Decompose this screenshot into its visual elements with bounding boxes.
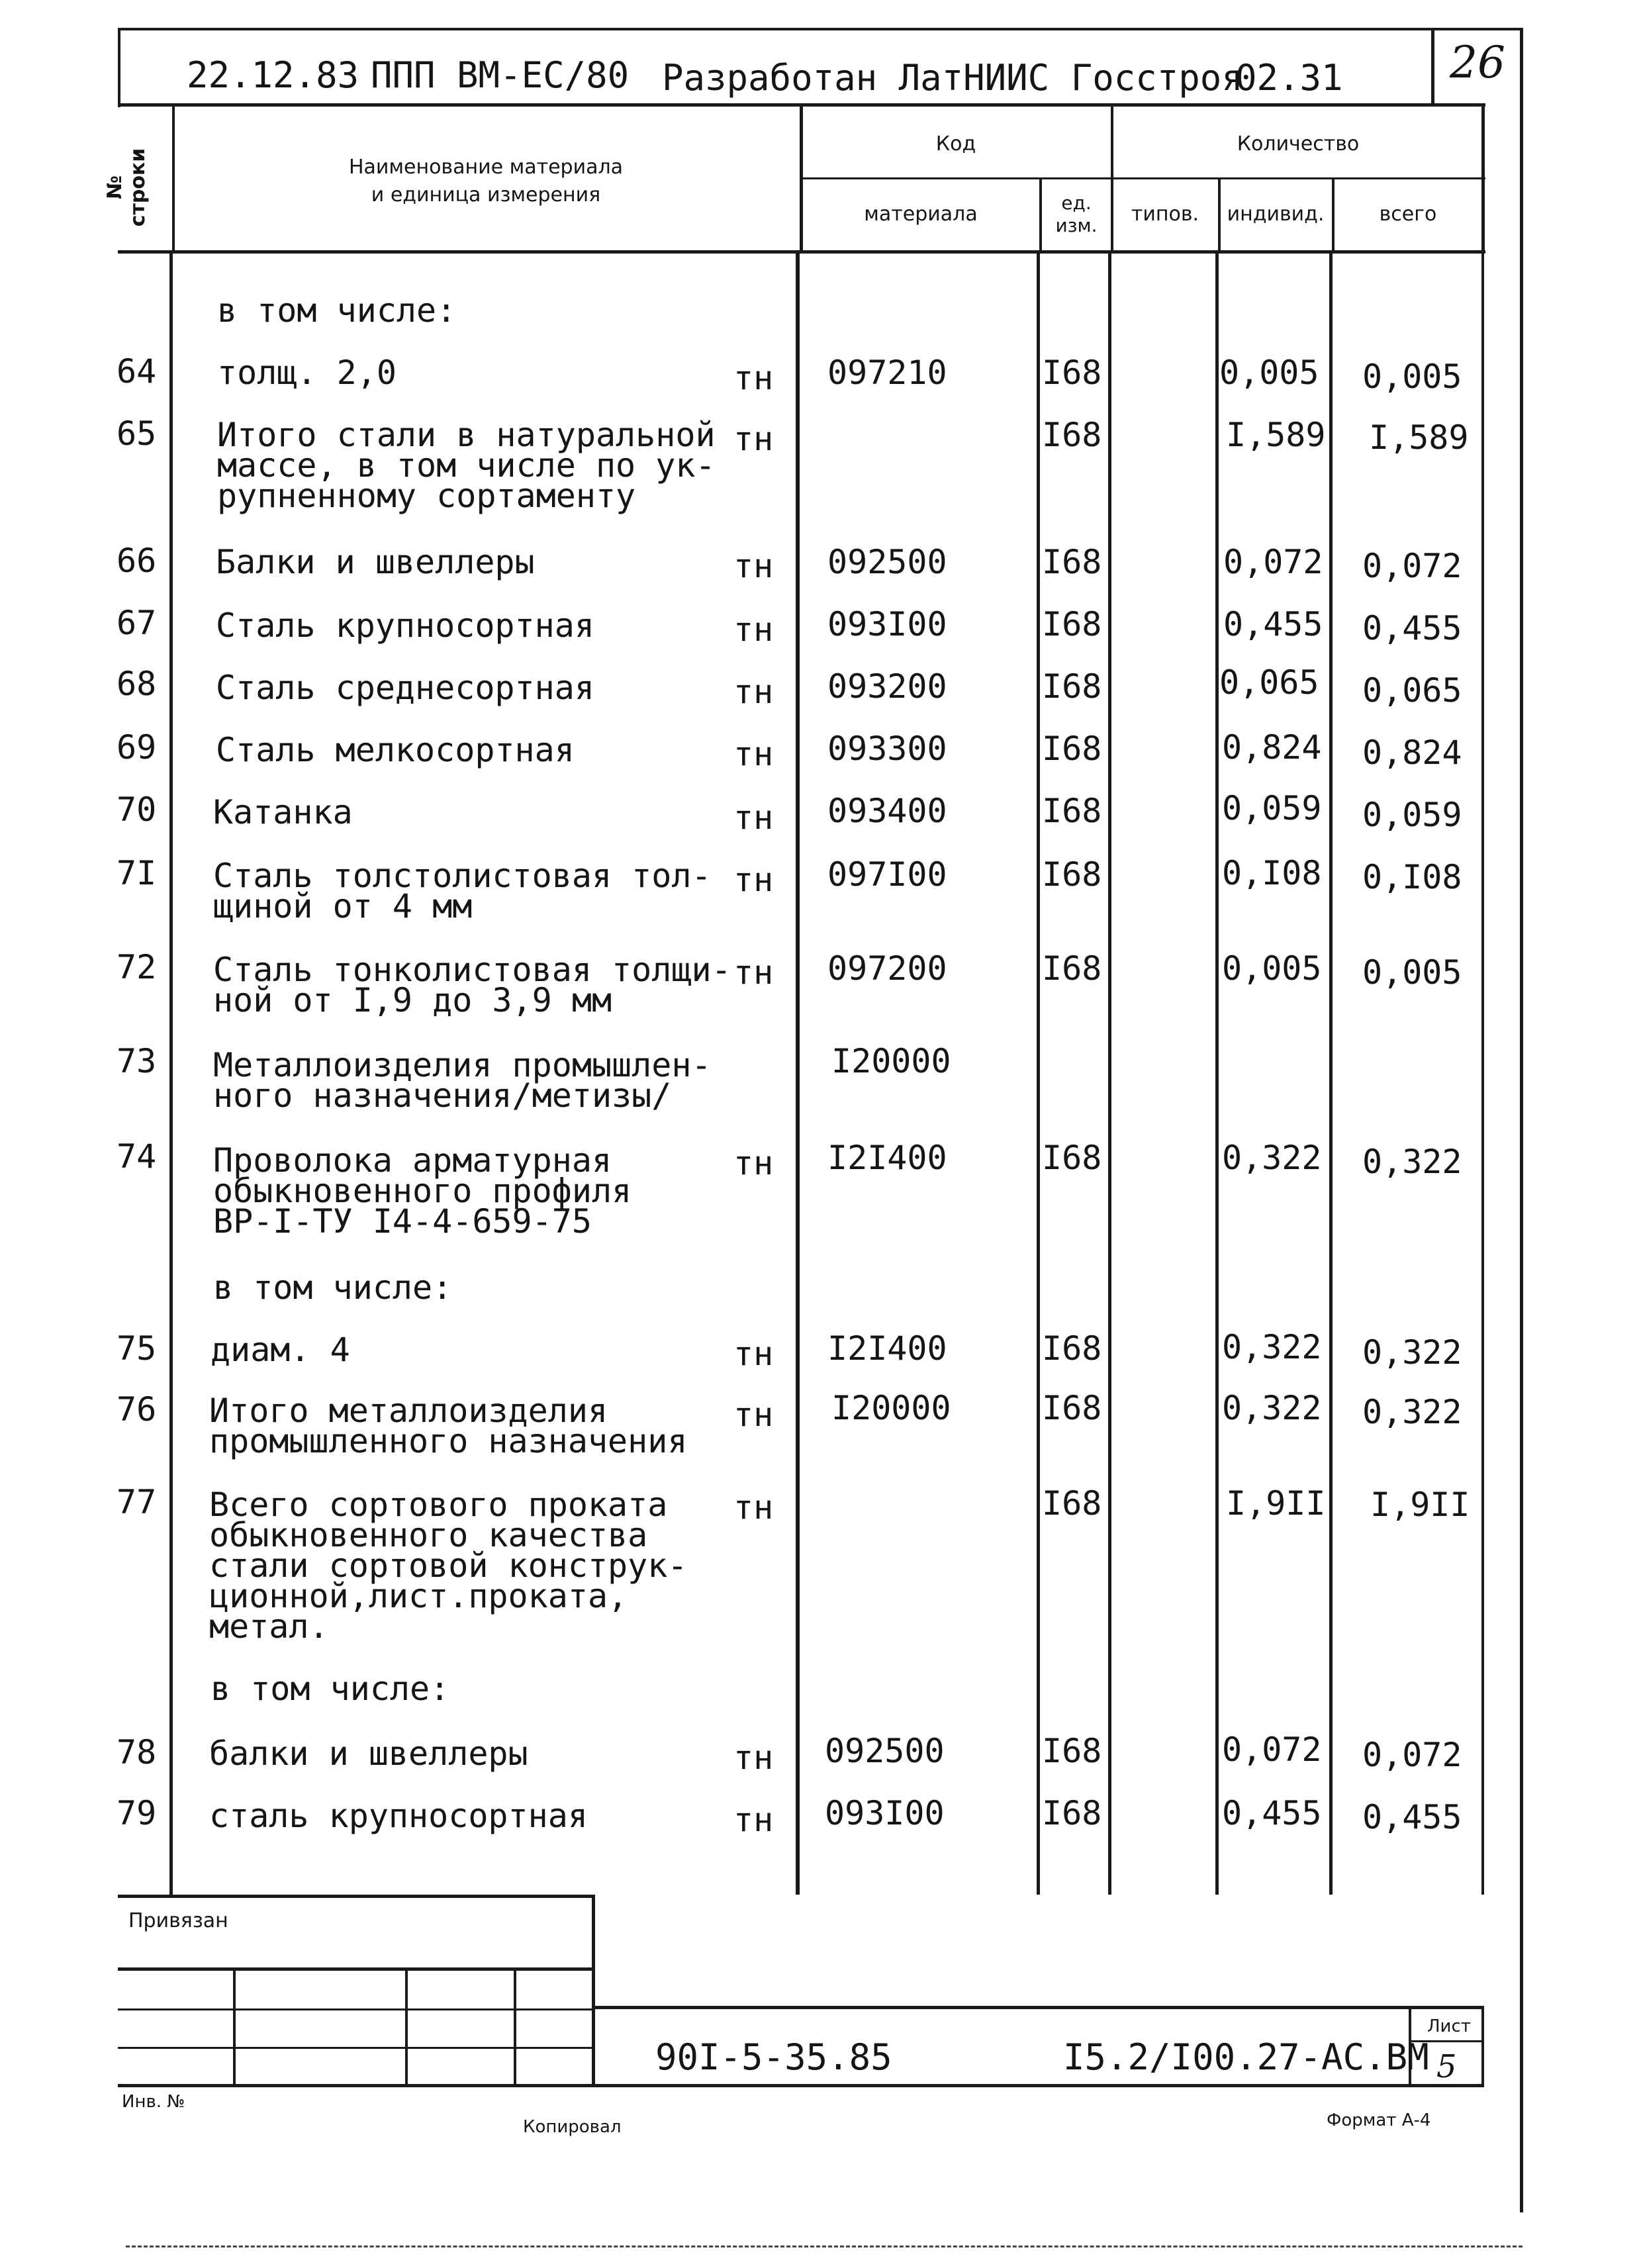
- header-program-code: ППП ВМ-ЕС/80: [371, 54, 630, 96]
- material-name: в том числе:: [217, 291, 457, 330]
- header-qty-total: всего: [1379, 203, 1437, 226]
- unit-code: I68: [1042, 416, 1102, 454]
- header-material-name: Наименование материала и единица измерения: [348, 156, 624, 207]
- page-number: 26: [1450, 37, 1505, 88]
- row-number: 66: [117, 542, 157, 580]
- stamp-cell-line-2: [405, 1967, 408, 2087]
- stamp-cell-line-3: [514, 1967, 516, 2087]
- qty-individual: 0,005: [1219, 354, 1319, 392]
- material-name: в том числе:: [211, 1670, 450, 1708]
- material-code: I2I400: [827, 1329, 947, 1368]
- header-date: 22.12.83: [187, 54, 359, 96]
- material-code: 093400: [827, 792, 947, 830]
- col-sep-qty: [1111, 103, 1113, 253]
- stamp-top-line: [118, 1895, 594, 1898]
- material-name: Катанка: [213, 793, 353, 831]
- project-number: 90I-5-35.85: [655, 2036, 892, 2078]
- material-name: Итого стали в натуральной массе, в том числе по ук- рупненному сортаменту: [217, 416, 716, 515]
- row-number: 68: [117, 665, 157, 703]
- qty-individual: 0,322: [1222, 1328, 1322, 1366]
- material-name: Сталь мелкосортная: [216, 731, 575, 769]
- material-name: Сталь крупносортная: [216, 606, 594, 645]
- material-name: сталь крупносортная: [209, 1797, 588, 1835]
- unit: тн: [733, 673, 774, 711]
- unit-code: I68: [1042, 667, 1102, 706]
- stamp-row-line-2: [118, 2047, 594, 2049]
- row-number: 70: [117, 790, 157, 829]
- qty-individual: 0,005: [1222, 949, 1322, 988]
- unit: тн: [733, 735, 774, 773]
- format-label: Формат А-4: [1327, 2110, 1431, 2130]
- unit: тн: [733, 359, 774, 397]
- material-name: Металлоизделия промышлен- ного назначения/метизы/: [213, 1046, 712, 1115]
- qty-total: I,589: [1369, 418, 1469, 457]
- row-number: 76: [117, 1390, 157, 1429]
- material-code: I20000: [831, 1042, 951, 1080]
- frame-left-line: [118, 28, 120, 107]
- row-number: 75: [117, 1329, 157, 1368]
- unit-code: I68: [1042, 1329, 1102, 1368]
- row-number: 77: [117, 1483, 157, 1521]
- qty-total: 0,I08: [1362, 858, 1462, 896]
- unit-code: I68: [1042, 949, 1102, 988]
- material-code: I2I400: [827, 1139, 947, 1177]
- frame-right-line: [1520, 28, 1523, 2212]
- row-number: 78: [117, 1733, 157, 1772]
- qty-total: 0,059: [1362, 796, 1462, 834]
- unit-code: I68: [1042, 1794, 1102, 1832]
- qty-total: I,9II: [1370, 1486, 1470, 1524]
- stamp-mid-line: [118, 1967, 594, 1971]
- material-code: 097200: [827, 949, 947, 988]
- stamp-cell-line-1: [233, 1967, 236, 2087]
- header-code-material: материала: [864, 203, 978, 226]
- row-number: 64: [117, 352, 157, 391]
- unit: тн: [733, 1801, 774, 1839]
- qty-total: 0,824: [1362, 733, 1462, 772]
- material-name: Сталь толстолистовая тол- щиной от 4 мм: [213, 857, 712, 925]
- stamp-right-vline: [1481, 2006, 1484, 2087]
- qty-total: 0,322: [1362, 1333, 1462, 1372]
- material-code: 092500: [827, 543, 947, 581]
- unit-code: I68: [1042, 1732, 1102, 1770]
- row-number: 73: [117, 1042, 157, 1080]
- material-name: Сталь тонколистовая толщи- ной от I,9 до 3,9 мм: [213, 951, 731, 1019]
- body-sep-unitcode: [1037, 253, 1040, 1895]
- material-name: Проволока арматурная обыкновенного профиля ВР-I-ТУ I4-4-659-75: [213, 1141, 632, 1241]
- material-code: 097210: [827, 354, 947, 392]
- material-name: в том числе:: [213, 1268, 453, 1307]
- header-developer: Разработан ЛатНИИС Госстроя: [662, 57, 1243, 99]
- row-number: 65: [117, 414, 157, 453]
- qty-individual: 0,072: [1223, 543, 1323, 581]
- material-name: толщ. 2,0: [217, 354, 397, 392]
- qty-individual: 0,059: [1222, 789, 1322, 827]
- unit-code: I68: [1042, 855, 1102, 894]
- stamp-bottom-line: [118, 2084, 1484, 2087]
- unit: тн: [733, 610, 774, 649]
- sheet-number: 5: [1436, 2048, 1457, 2085]
- unit: тн: [733, 861, 774, 899]
- body-right-border: [1481, 253, 1484, 1895]
- qty-total: 0,322: [1362, 1393, 1462, 1431]
- material-code: 093300: [827, 730, 947, 768]
- unit-code: I68: [1042, 1139, 1102, 1177]
- material-name: Итого металлоизделия промышленного назначения: [209, 1392, 688, 1460]
- qty-total: 0,065: [1362, 671, 1462, 710]
- material-code: 092500: [825, 1732, 945, 1770]
- qty-total: 0,455: [1362, 609, 1462, 647]
- material-name: Всего сортового проката обыкновенного качества стали сортовой конструк- ционной,лист.проката, метал.: [209, 1486, 688, 1646]
- qty-individual: 0,072: [1222, 1730, 1322, 1769]
- qty-total: 0,072: [1362, 1736, 1462, 1774]
- copied-label: Копировал: [523, 2117, 622, 2137]
- qty-individual: 0,824: [1222, 728, 1322, 767]
- unit: тн: [733, 1395, 774, 1434]
- unit: тн: [733, 953, 774, 992]
- qty-individual: 0,065: [1219, 663, 1319, 702]
- bound-label: Привязан: [128, 1909, 228, 1932]
- qty-individual: I,9II: [1226, 1484, 1326, 1523]
- stamp-title-top-line: [592, 2006, 1484, 2009]
- frame-top-line: [118, 28, 1523, 30]
- material-code: I20000: [831, 1389, 951, 1427]
- qty-total: 0,322: [1362, 1143, 1462, 1181]
- unit: тн: [733, 1144, 774, 1182]
- stamp-left-vline: [592, 1895, 595, 2087]
- qty-individual: 0,455: [1222, 1794, 1322, 1832]
- header-qty-individual: индивид.: [1227, 203, 1325, 226]
- material-code: 097I00: [827, 855, 947, 894]
- material-name: Балки и швеллеры: [216, 543, 535, 581]
- unit-code: I68: [1042, 354, 1102, 392]
- header-code: Код: [935, 132, 976, 156]
- cut-line: [126, 2245, 1523, 2247]
- header-row-number: № строки: [103, 148, 150, 227]
- body-sep-qty: [1108, 253, 1111, 1895]
- table-header-sub-line: [801, 177, 1485, 179]
- body-sep-code: [796, 253, 800, 1895]
- unit-code: I68: [1042, 605, 1102, 643]
- qty-total: 0,072: [1362, 547, 1462, 585]
- header-section: 02.31: [1235, 57, 1343, 99]
- qty-total: 0,005: [1362, 357, 1462, 396]
- row-number: 7I: [117, 854, 157, 892]
- table-right-border: [1481, 103, 1485, 253]
- body-sep-individual: [1215, 253, 1219, 1895]
- row-number: 74: [117, 1137, 157, 1176]
- unit-code: I68: [1042, 543, 1102, 581]
- header-quantity: Количество: [1237, 132, 1360, 156]
- unit-code: I68: [1042, 1389, 1102, 1427]
- unit-code: I68: [1042, 792, 1102, 830]
- body-sep-total: [1329, 253, 1333, 1895]
- row-number: 79: [117, 1794, 157, 1832]
- qty-individual: 0,455: [1223, 605, 1323, 643]
- unit-code: I68: [1042, 1484, 1102, 1523]
- material-name: Сталь среднесортная: [216, 669, 594, 707]
- col-sep-code: [800, 103, 803, 253]
- unit: тн: [733, 1335, 774, 1373]
- header-code-unit: ед. изм.: [1055, 192, 1098, 236]
- qty-individual: 0,322: [1222, 1139, 1322, 1177]
- body-sep-name: [169, 253, 173, 1895]
- sheet-label: Лист: [1427, 2016, 1471, 2036]
- unit: тн: [733, 1488, 774, 1527]
- material-name: балки и швеллеры: [209, 1734, 528, 1773]
- stamp-row-line-1: [118, 2008, 594, 2010]
- row-number: 69: [117, 728, 157, 767]
- row-number: 72: [117, 948, 157, 986]
- unit: тн: [733, 547, 774, 585]
- qty-total: 0,005: [1362, 953, 1462, 992]
- material-code: 093I00: [825, 1794, 945, 1832]
- row-number: 67: [117, 604, 157, 642]
- header-qty-typical: типов.: [1131, 203, 1199, 226]
- material-code: 093I00: [827, 605, 947, 643]
- unit: тн: [733, 798, 774, 837]
- qty-total: 0,455: [1362, 1798, 1462, 1836]
- qty-individual: 0,I08: [1222, 854, 1322, 892]
- inventory-label: Инв. №: [122, 2092, 185, 2112]
- document-code: I5.2/I00.27-АС.ВМ: [1063, 2036, 1429, 2078]
- material-name: диам. 4: [211, 1331, 350, 1369]
- unit-code: I68: [1042, 730, 1102, 768]
- qty-individual: I,589: [1226, 416, 1326, 454]
- unit: тн: [733, 420, 774, 458]
- qty-individual: 0,322: [1222, 1389, 1322, 1427]
- material-code: 093200: [827, 667, 947, 706]
- unit: тн: [733, 1738, 774, 1777]
